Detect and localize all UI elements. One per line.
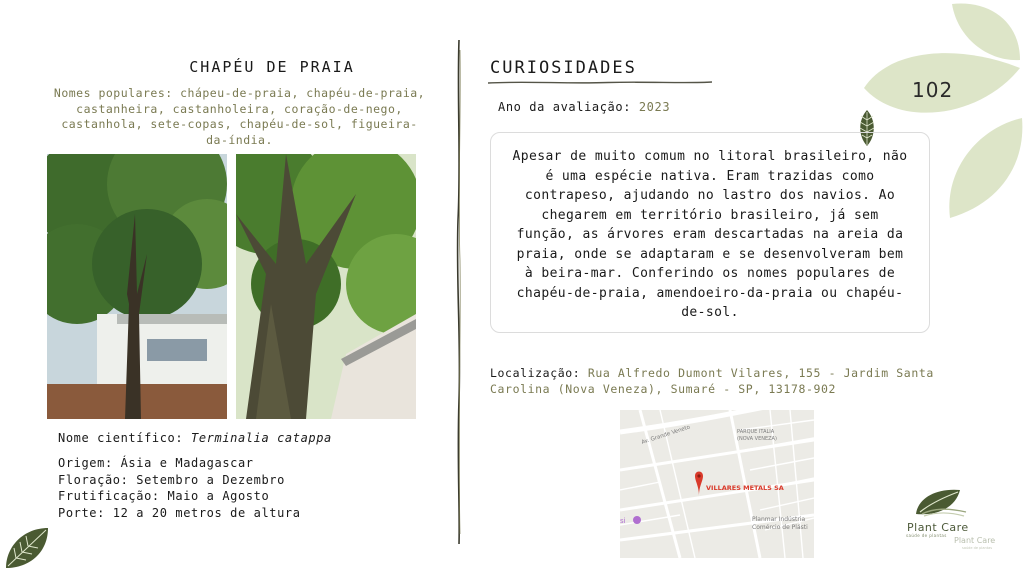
evaluation-year — [498, 100, 670, 114]
logo-ghost-name: Plant Care — [954, 536, 996, 545]
plant-care-logo-icon — [912, 486, 968, 518]
title-underline — [488, 80, 712, 86]
curiosities-title: CURIOSIDADES — [490, 58, 637, 78]
page-number: 102 — [912, 78, 954, 102]
logo-name: Plant Care — [907, 521, 969, 534]
curiosities-text-box — [490, 132, 930, 333]
map-industry-line2: Comércio de Plásti — [752, 524, 808, 531]
tree-photo-canopy — [47, 154, 227, 419]
scientific-label: Nome científico: — [58, 431, 192, 445]
logo-tagline: saúde de plantas — [906, 533, 947, 538]
map-industry-line1: Planmar Indústria — [752, 516, 806, 523]
location-label: Localização: — [490, 366, 588, 380]
map-street-label: Av. Grande Veneto — [640, 424, 692, 446]
year-value: 2023 — [638, 100, 671, 114]
decorative-leaf-icon — [2, 524, 52, 572]
location-address: Rua Alfredo Dumont Vilares, 155 - Jardim Santa Carolina (Nova Veneza), Sumaré - SP, 13178-902 — [490, 366, 934, 396]
curiosities-text: Apesar de muito comum no litoral brasileiro, não é uma espécie nativa. Eram trazidas como contrapeso, ajudando no lastro dos navios. Ao chegarem em território brasileiro, já sem função, as árvores eram descartadas na areia da praia, onde se adaptaram e se desenvolveram bem à beira-mar. Conferindo os nomes populares de chapéu-de-praia, amendoeiro-da-praia ou chapéu-de-sol. — [512, 149, 908, 320]
size-text: Porte: 12 a 20 metros de altura — [58, 505, 301, 520]
scientific-value: Terminalia catappa — [191, 431, 332, 445]
year-label: Ano da avaliação: — [498, 100, 639, 114]
species-facts — [58, 455, 301, 521]
species-title: CHAPÉU DE PRAIA — [189, 58, 355, 76]
scientific-name — [58, 431, 332, 445]
map-place-label: VILLARES METALS SA — [706, 484, 784, 492]
fruiting-text: Frutificação: Maio a Agosto — [58, 489, 270, 503]
flowering-text: Floração: Setembro a Dezembro — [58, 472, 285, 487]
map-district-line1: PARQUE ITALIA — [737, 429, 775, 435]
popular-names: Nomes populares: chápeu-de-praia, chapéu-de-praia, castanheira, castanholeira, coração-de-nego, castanhola, sete-copas, chapéu-de-sol, figueira-da-índia. — [53, 86, 426, 147]
location-map[interactable] — [620, 410, 814, 558]
column-divider — [453, 40, 465, 544]
tree-photo-trunk — [236, 154, 416, 419]
map-edge-label: si — [620, 517, 626, 525]
logo-ghost-tagline: saúde de plantas — [962, 546, 993, 550]
map-district-line2: (NOVA VENEZA) — [737, 436, 777, 442]
location — [490, 366, 970, 397]
origin-text: Origem: Ásia e Madagascar — [58, 456, 254, 470]
